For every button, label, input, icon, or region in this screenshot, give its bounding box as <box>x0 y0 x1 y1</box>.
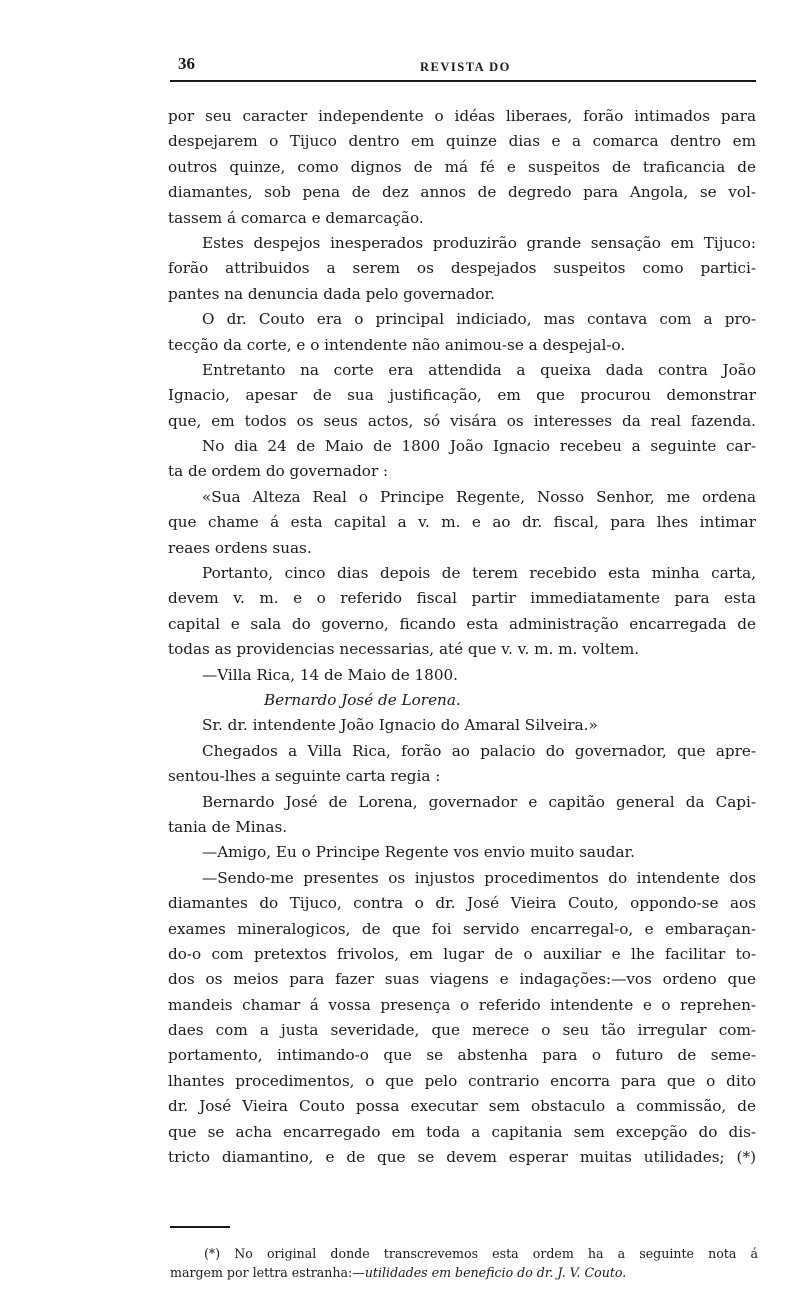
text-line: despejarem o Tijuco dentro em quinze dias e a comarca dentro em <box>168 132 756 151</box>
text-line: reaes ordens suas. <box>168 538 312 557</box>
text-line: lhantes procedimentos, o que pelo contrario encorra para que o dito <box>168 1071 756 1090</box>
footnote-line: (*) No original donde transcrevemos esta ordem ha a seguinte nota á <box>204 1246 758 1261</box>
text-line: que chame á esta capital a v. m. e ao dr. fiscal, para lhes intimar <box>168 513 756 532</box>
header-rule <box>170 80 756 82</box>
text-line: devem v. m. e o referido fiscal partir immediatamente para esta <box>168 589 756 608</box>
text-line: Entretanto na corte era attendida a queixa dada contra João <box>202 360 756 379</box>
page-header <box>170 50 756 82</box>
text-line: daes com a justa severidade, que merece o seu tão irregular com- <box>168 1021 756 1040</box>
running-head: REVISTA DO <box>420 60 511 74</box>
text-line: dr. José Vieira Couto possa executar sem obstaculo a commissão, de <box>168 1097 756 1116</box>
text-line: mandeis chamar á vossa presença o referido intendente e o reprehen- <box>168 995 756 1014</box>
footnote <box>170 1244 758 1282</box>
text-line: diamantes do Tijuco, contra o dr. José Vieira Couto, oppondo-se aos <box>168 894 756 913</box>
text-line: tassem á comarca e demarcação. <box>168 208 424 227</box>
text-line: exames mineralogicos, de que foi servido encarregal-o, e embaraçan- <box>168 919 756 938</box>
footnote-line <box>170 1263 758 1282</box>
text-line: tania de Minas. <box>168 817 288 836</box>
text-line: Chegados a Villa Rica, forão ao palacio do governador, que apre- <box>202 741 756 760</box>
text-line: que, em todos os seus actos, só visára os interesses da real fazenda. <box>168 411 756 430</box>
text-line: ta de ordem do governador : <box>168 462 389 481</box>
text-line: tricto diamantino, e de que se devem esperar muitas utilidades; (*) <box>168 1148 756 1167</box>
text-line: do-o com pretextos frivolos, em lugar de o auxiliar e lhe facilitar to- <box>168 944 756 963</box>
text-line: —Amigo, Eu o Principe Regente vos envio muito saudar. <box>202 843 635 862</box>
footnote-text: margem por lettra estranha:— <box>170 1265 365 1280</box>
text-line: portamento, intimando-o que se abstenha para o futuro de seme- <box>168 1046 756 1065</box>
text-line: outros quinze, como dignos de má fé e suspeitos de traficancia de <box>168 157 756 176</box>
body-text <box>168 104 756 1170</box>
text-line: Bernardo José de Lorena, governador e capitão general da Capi- <box>202 792 756 811</box>
text-line: por seu caracter independente o idéas liberaes, forão intimados para <box>168 107 756 125</box>
page-number: 36 <box>178 54 195 73</box>
text-line: Ignacio, apesar de sua justificação, em que procurou demonstrar <box>168 386 756 405</box>
text-line: capital e sala do governo, ficando esta administração encarregada de <box>168 614 756 633</box>
footnote-italic-text: utilidades em beneficio do dr. J. V. Couto. <box>364 1265 627 1280</box>
text-line: sentou-lhes a seguinte carta regia : <box>168 767 441 786</box>
text-line: Estes despejos inesperados produzirão grande sensação em Tijuco: <box>202 233 756 252</box>
text-line: dos os meios para fazer suas viagens e indagações:—vos ordeno que <box>168 970 756 989</box>
text-line: —Villa Rica, 14 de Maio de 1800. <box>202 665 458 684</box>
text-line: que se acha encarregado em toda a capitania sem excepção do dis- <box>168 1122 756 1141</box>
text-line: diamantes, sob pena de dez annos de degredo para Angola, se vol- <box>168 183 756 202</box>
footnote-rule <box>170 1226 230 1228</box>
text-line: —Sendo-me presentes os injustos procedimentos do intendente dos <box>202 868 756 887</box>
text-line: «Sua Alteza Real o Principe Regente, Nosso Senhor, me ordena <box>202 487 756 506</box>
text-line: pantes na denuncia dada pelo governador. <box>168 284 495 303</box>
signature-line: Bernardo José de Lorena. <box>264 690 461 709</box>
text-line: O dr. Couto era o principal indiciado, mas contava com a pro- <box>202 310 756 329</box>
text-line: No dia 24 de Maio de 1800 João Ignacio recebeu a seguinte car- <box>202 437 756 456</box>
text-line: forão attribuidos a serem os despejados suspeitos como partici- <box>168 259 756 278</box>
text-line: todas as providencias necessarias, até que v. v. m. m. voltem. <box>168 640 640 659</box>
text-line: tecção da corte, e o intendente não animou-se a despejal-o. <box>168 335 626 354</box>
text-line: Portanto, cinco dias depois de terem recebido esta minha carta, <box>202 564 756 583</box>
text-line: Sr. dr. intendente João Ignacio do Amaral Silveira.» <box>202 716 598 735</box>
